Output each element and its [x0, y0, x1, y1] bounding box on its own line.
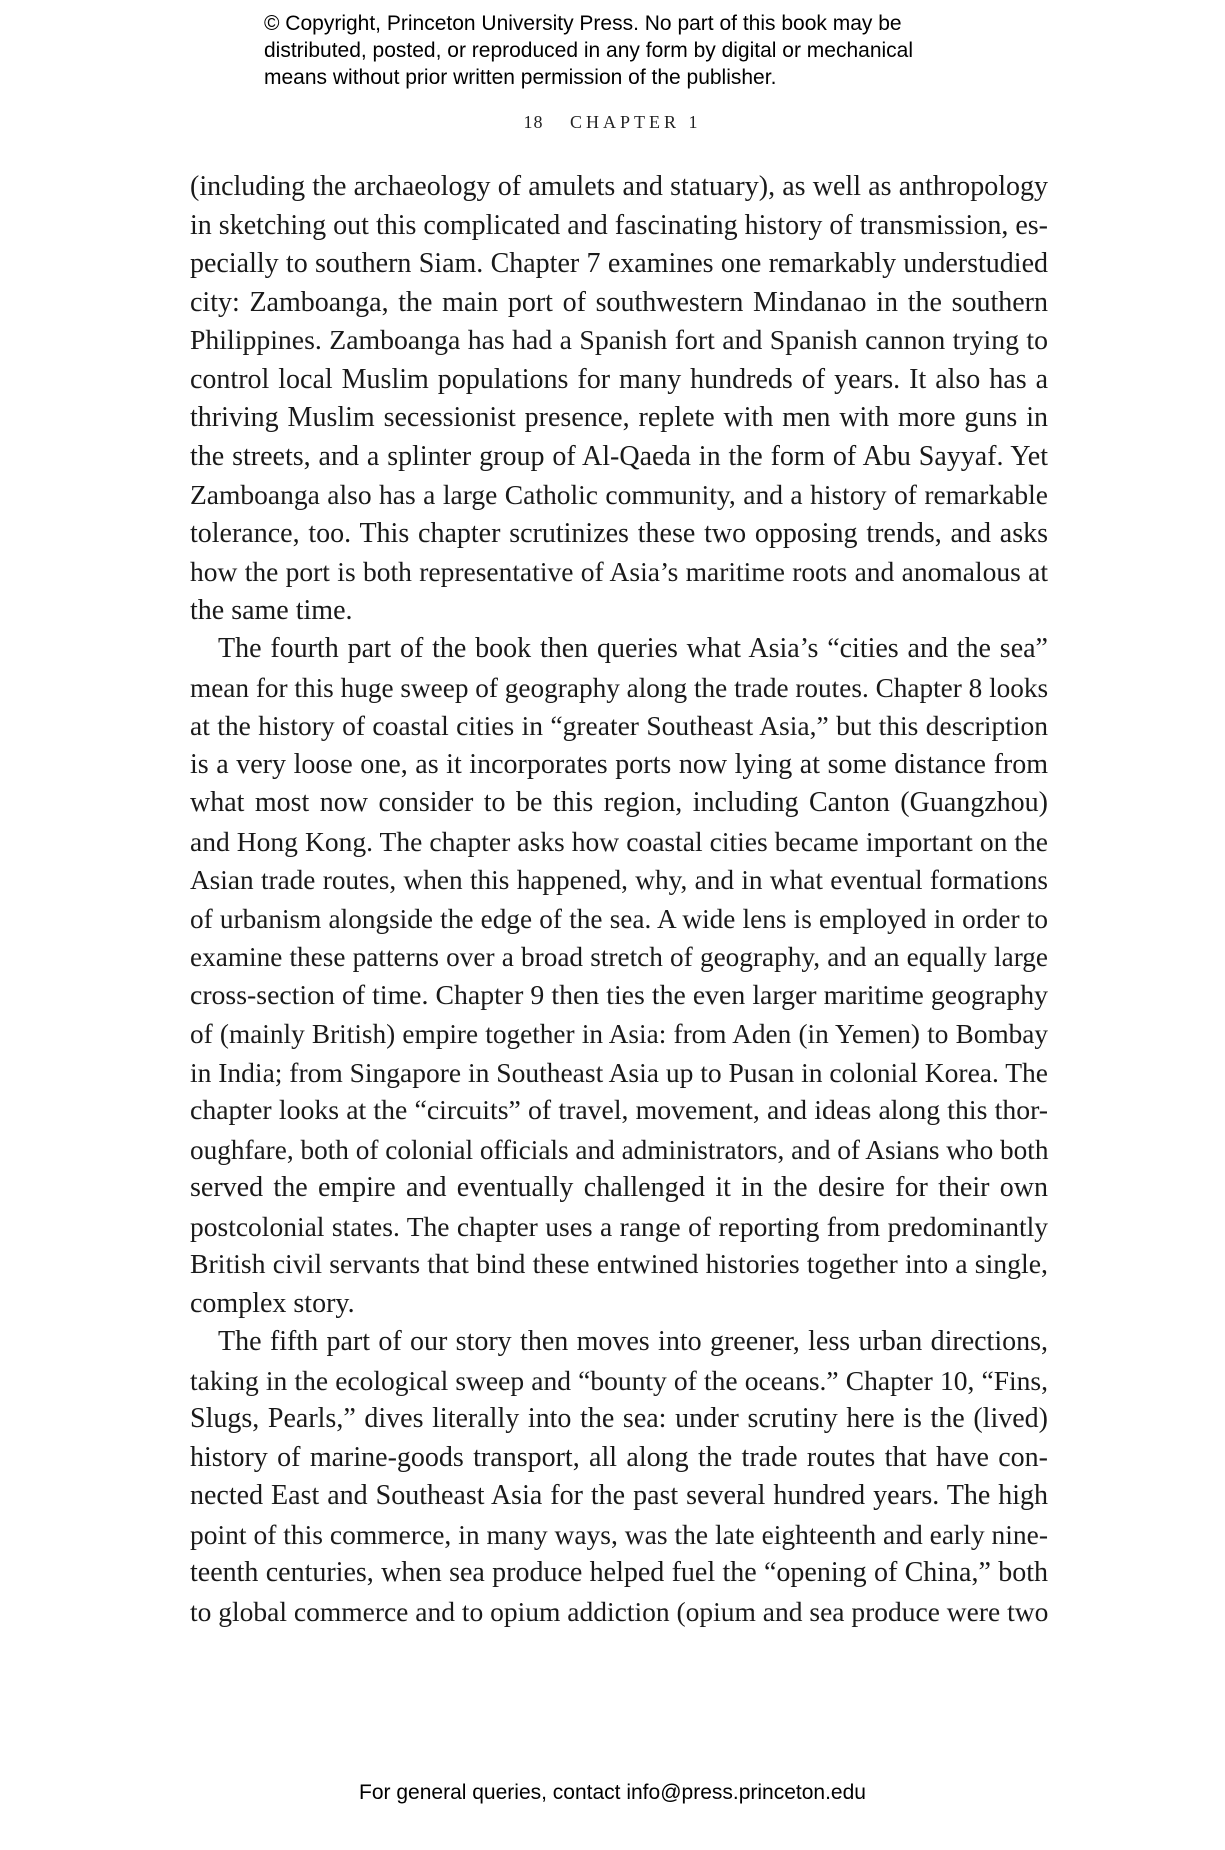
body-text: [190, 168, 1048, 1631]
text-line: the same time.: [190, 594, 353, 626]
chapter-label: CHAPTER 1: [569, 112, 702, 132]
copyright-line: means without prior written permission of the publisher.: [264, 66, 777, 89]
text-line: mean for this huge sweep of geography along the trade routes. Chapter 8 looks: [190, 672, 1049, 703]
text-line: British civil servants that bind these entwined histories together into a single,: [190, 1249, 1048, 1280]
paragraph: [190, 168, 1048, 630]
text-line: city: Zamboanga, the main port of southwestern Mindanao in the southern: [190, 286, 1048, 318]
text-line: complex story.: [190, 1287, 355, 1319]
footer-contact: For general queries, contact info@press.princeton.edu: [359, 1781, 866, 1804]
text-line: (including the archaeology of amulets and statuary), as well as anthropology: [190, 171, 1048, 202]
text-line: at the history of coastal cities in “greater Southeast Asia,” but this description: [190, 710, 1048, 741]
text-line: to global commerce and to opium addiction (opium and sea produce were two: [190, 1595, 1049, 1627]
paragraph: [190, 1323, 1048, 1631]
copyright-notice: [264, 10, 1024, 91]
copyright-line: distributed, posted, or reproduced in any form by digital or mechanical: [264, 39, 914, 62]
text-line: and Hong Kong. The chapter asks how coastal cities became important on the: [190, 825, 1048, 857]
text-line: how the port is both representative of Asia’s maritime roots and anomalous at: [190, 556, 1048, 587]
text-line: of (mainly British) empire together in Asia: from Aden (in Yemen) to Bombay: [190, 1019, 1048, 1049]
text-line: The fourth part of the book then queries what Asia’s “cities and the sea”: [218, 633, 1048, 664]
paragraph: [190, 630, 1048, 1323]
text-line: Philippines. Zamboanga has had a Spanish fort and Spanish cannon trying to: [190, 325, 1048, 356]
text-line: in India; from Singapore in Southeast Asia up to Pusan in colonial Korea. The: [190, 1056, 1048, 1088]
text-line: point of this commerce, in many ways, was the late eighteenth and early nine-: [190, 1518, 1048, 1550]
text-line: control local Muslim populations for many hundreds of years. It also has a: [190, 363, 1048, 395]
text-line: the streets, and a splinter group of Al-Qaeda in the form of Abu Sayyaf. Yet: [190, 440, 1048, 472]
text-line: The fifth part of our story then moves into greener, less urban directions,: [218, 1326, 1048, 1357]
text-line: of urbanism alongside the edge of the sea. A wide lens is employed in order to: [190, 903, 1048, 934]
text-line: thriving Muslim secessionist presence, replete with men with more guns in: [190, 402, 1048, 433]
text-line: chapter looks at the “circuits” of travel, movement, and ideas along this thor-: [190, 1095, 1048, 1126]
copyright-line: © Copyright, Princeton University Press. No part of this book may be: [264, 12, 902, 35]
text-line: cross-section of time. Chapter 9 then ties the even larger maritime geography: [190, 979, 1048, 1011]
text-line: Zamboanga also has a large Catholic community, and a history of remarkable: [190, 479, 1048, 510]
text-line: pecially to southern Siam. Chapter 7 examines one remarkably understudied: [190, 248, 1048, 279]
text-line: in sketching out this complicated and fascinating history of transmission, es-: [190, 209, 1048, 241]
text-line: history of marine-goods transport, all along the trade routes that have con-: [190, 1441, 1048, 1473]
text-line: examine these patterns over a broad stretch of geography, and an equally large: [190, 942, 1048, 972]
text-line: teenth centuries, when sea produce helped fuel the “opening of China,” both: [190, 1557, 1048, 1588]
text-line: oughfare, both of colonial officials and administrators, and of Asians who both: [190, 1134, 1049, 1165]
text-line: served the empire and eventually challenged it in the desire for their own: [190, 1172, 1048, 1203]
text-line: nected East and Southeast Asia for the past several hundred years. The high: [190, 1480, 1048, 1511]
text-line: is a very loose one, as it incorporates ports now lying at some distance from: [190, 748, 1048, 780]
text-line: Asian trade routes, when this happened, why, and in what eventual formations: [190, 865, 1048, 895]
text-line: Slugs, Pearls,” dives literally into the sea: under scrutiny here is the (lived): [190, 1403, 1048, 1434]
text-line: postcolonial states. The chapter uses a range of reporting from predominantly: [190, 1210, 1048, 1242]
text-line: tolerance, too. This chapter scrutinizes these two opposing trends, and asks: [190, 517, 1048, 549]
text-line: what most now consider to be this region, including Canton (Guangzhou): [190, 787, 1048, 818]
running-head: [0, 112, 1225, 133]
text-line: taking in the ecological sweep and “bounty of the oceans.” Chapter 10, “Fins,: [190, 1364, 1048, 1396]
page-number: 18: [523, 112, 544, 132]
